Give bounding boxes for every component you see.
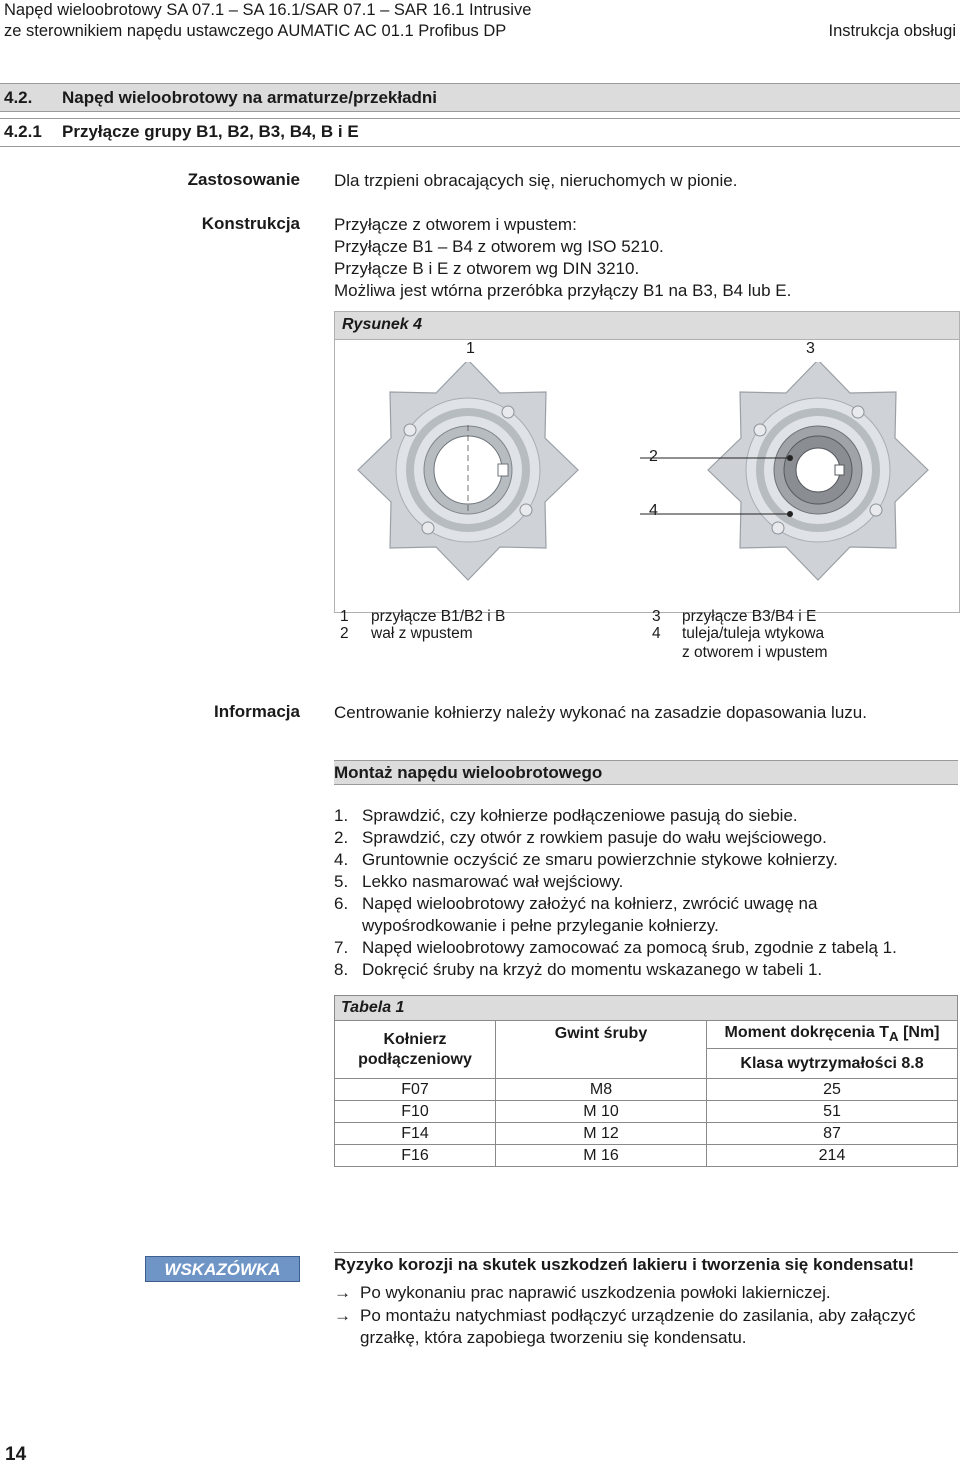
step-number: 5. [334, 872, 349, 891]
konstrukcja-line: Możliwa jest wtórna przeróbka przyłączy B1 na B3, B4 lub E. [334, 281, 792, 300]
cell: F14 [335, 1123, 496, 1145]
step-number: 6. [334, 894, 349, 913]
step-text: Napęd wieloobrotowy zamocować za pomocą śrub, zgodnie z tabelą 1. [362, 938, 897, 957]
step-number: 8. [334, 960, 349, 979]
list-item [334, 805, 954, 827]
page-number: 14 [5, 1444, 27, 1465]
legend-text: tuleja/tuleja wtykowa [682, 625, 825, 642]
zastosowanie-text: Dla trzpieni obracających się, nieruchomych w pionie. [334, 171, 738, 190]
doc-type: Instrukcja obsługi [828, 22, 956, 40]
callout-3: 3 [806, 340, 815, 357]
coupling-drawing [335, 362, 959, 602]
flange-b3 [708, 362, 928, 580]
cell: F16 [335, 1145, 496, 1167]
cell: 87 [707, 1123, 958, 1145]
torque-unit: [Nm] [903, 1024, 940, 1042]
cell: M 16 [496, 1145, 707, 1167]
list-item [334, 937, 954, 959]
cell: 25 [707, 1079, 958, 1101]
torque-label: Moment dokręcenia T [724, 1024, 889, 1042]
cell: 214 [707, 1145, 958, 1167]
legend-text: z otworem i wpustem [682, 644, 828, 661]
step-number: 7. [334, 938, 349, 957]
divider [0, 118, 960, 119]
col-header-class: Klasa wytrzymałości 8.8 [707, 1049, 958, 1079]
subsection-title: Przyłącze grupy B1, B2, B3, B4, B i E [62, 122, 359, 141]
arrow-icon: → [334, 1306, 351, 1325]
step-text: Napęd wieloobrotowy założyć na kołnierz, zwrócić uwagę na wypośrodkowanie i pełne przyleganie kołnierzy. [362, 894, 818, 935]
warning-item: Po wykonaniu prac naprawić uszkodzenia powłoki lakierniczej. [360, 1283, 831, 1302]
cell: M 10 [496, 1101, 707, 1123]
list-item [334, 871, 954, 893]
section-number: 4.2. [4, 88, 33, 107]
cell: 51 [707, 1101, 958, 1123]
list-item [334, 827, 954, 849]
cell: M 12 [496, 1123, 707, 1145]
konstrukcja-line: Przyłącze B1 – B4 z otworem wg ISO 5210. [334, 237, 664, 256]
cell: M8 [496, 1079, 707, 1101]
konstrukcja-line: Przyłącze z otworem i wpustem: [334, 215, 577, 234]
step-text: Gruntownie oczyścić ze smaru powierzchnie stykowe kołnierzy. [362, 850, 838, 869]
callout-1: 1 [466, 340, 475, 357]
table-row [335, 1123, 958, 1145]
figure-title-bar [335, 312, 959, 340]
figure-box [334, 311, 960, 613]
step-text: Lekko nasmarować wał wejściowy. [362, 872, 624, 891]
warning-rule [334, 1252, 958, 1253]
warning-item: Po montażu natychmiast podłączyć urządzenie do zasilania, aby załączyć grzałkę, która zapobiega tworzeniu się kondensatu. [360, 1306, 916, 1347]
step-number: 2. [334, 828, 349, 847]
col-header-torque [707, 1021, 958, 1049]
konstrukcja-label: Konstrukcja [201, 214, 300, 233]
subsection-number: 4.2.1 [4, 122, 42, 141]
arrow-icon: → [334, 1283, 351, 1302]
table-caption: Tabela 1 [341, 999, 405, 1016]
list-item [334, 893, 954, 937]
col-header-flange [335, 1021, 496, 1079]
section-header [0, 83, 960, 112]
cell: F07 [335, 1079, 496, 1101]
callout-2: 2 [649, 448, 658, 465]
cell: F10 [335, 1101, 496, 1123]
col-header-thread-text: Gwint śruby [554, 1025, 648, 1042]
figure-title: Rysunek 4 [342, 316, 423, 333]
montaz-header [334, 760, 958, 785]
col-header-thread [496, 1021, 707, 1079]
legend-num: 4 [652, 625, 661, 642]
list-item [334, 959, 954, 981]
warning-title: Ryzyko korozji na skutek uszkodzeń lakieru i tworzenia się kondensatu! [334, 1255, 915, 1274]
warning-badge [145, 1256, 300, 1282]
torque-sub: A [888, 1029, 899, 1045]
legend-num: 3 [652, 608, 661, 625]
legend-text: przyłącze B1/B2 i B [371, 608, 506, 625]
step-text: Dokręcić śruby na krzyż do momentu wskazanego w tabeli 1. [362, 960, 823, 979]
table-row [335, 1101, 958, 1123]
table-row [335, 1145, 958, 1167]
warning-badge-text: WSKAZÓWKA [164, 1260, 281, 1279]
flange-b1 [358, 362, 578, 580]
montaz-steps [334, 805, 954, 981]
table-caption-bar [334, 995, 958, 1021]
step-text: Sprawdzić, czy kołnierze podłączeniowe pasują do siebie. [362, 806, 798, 825]
step-text: Sprawdzić, czy otwór z rowkiem pasuje do wału wejściowego. [362, 828, 827, 847]
torque-table [334, 1020, 958, 1167]
konstrukcja-line: Przyłącze B i E z otworem wg DIN 3210. [334, 259, 640, 278]
table-row [335, 1079, 958, 1101]
zastosowanie-label: Zastosowanie [187, 170, 300, 189]
step-number: 4. [334, 850, 349, 869]
list-item [334, 849, 954, 871]
callout-4: 4 [649, 502, 658, 519]
doc-title-line1: Napęd wieloobrotowy SA 07.1 – SA 16.1/SAR 07.1 – SAR 16.1 Intrusive [4, 1, 532, 19]
legend-num: 1 [340, 608, 349, 625]
legend-num: 2 [340, 625, 349, 642]
doc-title-line2: ze sterownikiem napędu ustawczego AUMATIC AC 01.1 Profibus DP [4, 22, 507, 40]
informacja-label: Informacja [214, 702, 300, 721]
divider [0, 146, 960, 147]
step-number: 1. [334, 806, 349, 825]
col-header-flange-text: Kołnierz podłączeniowy [358, 1030, 472, 1068]
montaz-title: Montaż napędu wieloobrotowego [334, 763, 603, 782]
legend-text: przyłącze B3/B4 i E [682, 608, 817, 625]
legend-text: wał z wpustem [371, 625, 473, 642]
informacja-text: Centrowanie kołnierzy należy wykonać na zasadzie dopasowania luzu. [334, 703, 867, 722]
section-title: Napęd wieloobrotowy na armaturze/przekładni [62, 88, 438, 107]
